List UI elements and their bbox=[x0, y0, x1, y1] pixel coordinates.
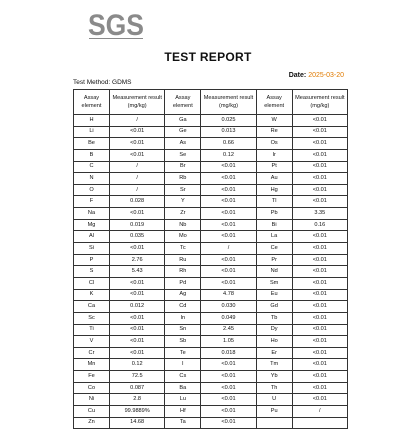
result-cell: <0.01 bbox=[110, 324, 165, 336]
element-cell: Re bbox=[256, 126, 292, 138]
element-cell: Au bbox=[256, 173, 292, 185]
element-cell: Gd bbox=[256, 301, 292, 313]
result-cell: 3.35 bbox=[292, 208, 347, 220]
result-cell: <0.01 bbox=[292, 371, 347, 383]
element-cell: B bbox=[74, 149, 110, 161]
element-cell: Se bbox=[165, 149, 201, 161]
result-cell: / bbox=[110, 161, 165, 173]
result-cell: <0.01 bbox=[292, 126, 347, 138]
element-cell: Sr bbox=[165, 184, 201, 196]
result-cell: <0.01 bbox=[201, 161, 256, 173]
result-cell: 2.76 bbox=[110, 254, 165, 266]
table-row bbox=[74, 406, 348, 418]
result-cell: 0.16 bbox=[292, 219, 347, 231]
element-cell: Ba bbox=[165, 382, 201, 394]
element-cell: Ti bbox=[74, 324, 110, 336]
assay-table-body bbox=[74, 115, 348, 429]
element-cell: P bbox=[74, 254, 110, 266]
element-cell: W bbox=[256, 115, 292, 127]
element-cell: Co bbox=[74, 382, 110, 394]
element-cell: Li bbox=[74, 126, 110, 138]
table-row bbox=[74, 301, 348, 313]
result-cell: <0.01 bbox=[201, 417, 256, 429]
result-cell: <0.01 bbox=[201, 371, 256, 383]
result-cell: <0.01 bbox=[110, 138, 165, 150]
result-cell: 5.43 bbox=[110, 266, 165, 278]
element-cell: Cu bbox=[74, 406, 110, 418]
result-cell: / bbox=[110, 115, 165, 127]
element-cell: Tm bbox=[256, 359, 292, 371]
date-label: Date: bbox=[288, 72, 307, 79]
table-row bbox=[74, 231, 348, 243]
table-row bbox=[74, 312, 348, 324]
element-cell: Cs bbox=[165, 371, 201, 383]
table-header-row bbox=[74, 90, 348, 115]
element-cell: Eu bbox=[256, 289, 292, 301]
element-cell: Cl bbox=[74, 277, 110, 289]
result-cell: 2.45 bbox=[201, 324, 256, 336]
result-cell: <0.01 bbox=[201, 382, 256, 394]
element-cell: Sb bbox=[165, 336, 201, 348]
result-cell: <0.01 bbox=[201, 254, 256, 266]
table-row bbox=[74, 336, 348, 348]
element-cell: Sm bbox=[256, 277, 292, 289]
element-cell: H bbox=[74, 115, 110, 127]
result-cell: <0.01 bbox=[292, 266, 347, 278]
result-cell: <0.01 bbox=[292, 243, 347, 255]
element-cell: K bbox=[74, 289, 110, 301]
element-cell: F bbox=[74, 196, 110, 208]
result-cell: <0.01 bbox=[292, 196, 347, 208]
header-assay-element: Assay element bbox=[165, 90, 201, 115]
table-row bbox=[74, 208, 348, 220]
test-method: Test Method: GDMS bbox=[73, 79, 132, 86]
result-cell: <0.01 bbox=[201, 394, 256, 406]
result-cell: 99.9889% bbox=[110, 406, 165, 418]
result-cell: 0.012 bbox=[110, 301, 165, 313]
result-cell: <0.01 bbox=[292, 347, 347, 359]
element-cell: Ni bbox=[74, 394, 110, 406]
table-row bbox=[74, 149, 348, 161]
element-cell: N bbox=[74, 173, 110, 185]
result-cell: <0.01 bbox=[292, 161, 347, 173]
report-title: TEST REPORT bbox=[164, 50, 252, 64]
element-cell: Be bbox=[74, 138, 110, 150]
element-cell: Ru bbox=[165, 254, 201, 266]
result-cell: 0.049 bbox=[201, 312, 256, 324]
element-cell: Tb bbox=[256, 312, 292, 324]
element-cell: Pd bbox=[165, 277, 201, 289]
element-cell: V bbox=[74, 336, 110, 348]
result-cell: <0.01 bbox=[201, 219, 256, 231]
element-cell: Ag bbox=[165, 289, 201, 301]
table-row bbox=[74, 394, 348, 406]
element-cell: Ir bbox=[256, 149, 292, 161]
header-assay-element: Assay element bbox=[74, 90, 110, 115]
result-cell bbox=[292, 417, 347, 429]
element-cell: Hf bbox=[165, 406, 201, 418]
table-row bbox=[74, 115, 348, 127]
result-cell: 4.78 bbox=[201, 289, 256, 301]
result-cell: <0.01 bbox=[201, 231, 256, 243]
table-row bbox=[74, 277, 348, 289]
result-cell: <0.01 bbox=[292, 324, 347, 336]
result-cell: <0.01 bbox=[110, 347, 165, 359]
result-cell: <0.01 bbox=[110, 126, 165, 138]
result-cell: / bbox=[201, 243, 256, 255]
result-cell: <0.01 bbox=[110, 289, 165, 301]
result-cell: <0.01 bbox=[292, 336, 347, 348]
result-cell: <0.01 bbox=[292, 394, 347, 406]
element-cell: In bbox=[165, 312, 201, 324]
element-cell: Na bbox=[74, 208, 110, 220]
element-cell: Cr bbox=[74, 347, 110, 359]
table-row bbox=[74, 382, 348, 394]
element-cell: Ce bbox=[256, 243, 292, 255]
element-cell: Te bbox=[165, 347, 201, 359]
table-row bbox=[74, 219, 348, 231]
result-cell: / bbox=[110, 173, 165, 185]
result-cell: <0.01 bbox=[292, 149, 347, 161]
table-row bbox=[74, 254, 348, 266]
element-cell: Lu bbox=[165, 394, 201, 406]
element-cell: Ga bbox=[165, 115, 201, 127]
result-cell: <0.01 bbox=[110, 149, 165, 161]
table-row bbox=[74, 184, 348, 196]
element-cell: Al bbox=[74, 231, 110, 243]
element-cell: Ca bbox=[74, 301, 110, 313]
result-cell: <0.01 bbox=[292, 289, 347, 301]
result-cell: <0.01 bbox=[201, 277, 256, 289]
result-cell: <0.01 bbox=[201, 173, 256, 185]
element-cell: Pb bbox=[256, 208, 292, 220]
table-row bbox=[74, 289, 348, 301]
result-cell: <0.01 bbox=[292, 184, 347, 196]
element-cell: Sn bbox=[165, 324, 201, 336]
result-cell: 0.12 bbox=[110, 359, 165, 371]
date-value: 2025-03-20 bbox=[308, 72, 344, 79]
element-cell: Bi bbox=[256, 219, 292, 231]
element-cell: S bbox=[74, 266, 110, 278]
element-cell: Mo bbox=[165, 231, 201, 243]
header-assay-element: Assay element bbox=[256, 90, 292, 115]
table-row bbox=[74, 347, 348, 359]
element-cell: O bbox=[74, 184, 110, 196]
result-cell: <0.01 bbox=[201, 266, 256, 278]
report-date bbox=[289, 72, 344, 79]
result-cell: 0.035 bbox=[110, 231, 165, 243]
header-measurement-result: Measurement result (mg/kg) bbox=[201, 90, 256, 115]
result-cell: <0.01 bbox=[292, 115, 347, 127]
result-cell: 0.030 bbox=[201, 301, 256, 313]
table-row bbox=[74, 126, 348, 138]
result-cell: 0.019 bbox=[110, 219, 165, 231]
result-cell: <0.01 bbox=[292, 173, 347, 185]
result-cell: <0.01 bbox=[292, 254, 347, 266]
result-cell: 0.018 bbox=[201, 347, 256, 359]
result-cell: <0.01 bbox=[201, 208, 256, 220]
table-row bbox=[74, 266, 348, 278]
table-row bbox=[74, 359, 348, 371]
result-cell: / bbox=[292, 406, 347, 418]
table-row bbox=[74, 173, 348, 185]
element-cell: Br bbox=[165, 161, 201, 173]
element-cell: Y bbox=[165, 196, 201, 208]
result-cell: <0.01 bbox=[292, 382, 347, 394]
header-measurement-result: Measurement result (mg/kg) bbox=[110, 90, 165, 115]
element-cell: Si bbox=[74, 243, 110, 255]
result-cell: <0.01 bbox=[110, 336, 165, 348]
result-cell: <0.01 bbox=[201, 406, 256, 418]
element-cell: Pu bbox=[256, 406, 292, 418]
sgs-logo-text: SGS bbox=[88, 9, 144, 42]
result-cell: <0.01 bbox=[110, 243, 165, 255]
result-cell: / bbox=[110, 184, 165, 196]
element-cell: Mg bbox=[74, 219, 110, 231]
result-cell: 0.66 bbox=[201, 138, 256, 150]
result-cell: <0.01 bbox=[292, 359, 347, 371]
element-cell: Ge bbox=[165, 126, 201, 138]
element-cell: C bbox=[74, 161, 110, 173]
table-row bbox=[74, 196, 348, 208]
element-cell: Sc bbox=[74, 312, 110, 324]
result-cell: 14.68 bbox=[110, 417, 165, 429]
element-cell: Tl bbox=[256, 196, 292, 208]
element-cell bbox=[256, 417, 292, 429]
assay-results-table bbox=[73, 89, 348, 429]
element-cell: La bbox=[256, 231, 292, 243]
result-cell: <0.01 bbox=[110, 277, 165, 289]
result-cell: <0.01 bbox=[201, 184, 256, 196]
element-cell: Hg bbox=[256, 184, 292, 196]
element-cell: Mn bbox=[74, 359, 110, 371]
result-cell: 2.8 bbox=[110, 394, 165, 406]
table-row bbox=[74, 161, 348, 173]
element-cell: Zn bbox=[74, 417, 110, 429]
result-cell: 0.025 bbox=[201, 115, 256, 127]
element-cell: U bbox=[256, 394, 292, 406]
element-cell: Yb bbox=[256, 371, 292, 383]
table-row bbox=[74, 417, 348, 429]
result-cell: 72.5 bbox=[110, 371, 165, 383]
sgs-logo bbox=[88, 8, 144, 40]
table-row bbox=[74, 324, 348, 336]
result-cell: <0.01 bbox=[292, 231, 347, 243]
header-measurement-result: Measurement result (mg/kg) bbox=[292, 90, 347, 115]
element-cell: Ta bbox=[165, 417, 201, 429]
element-cell: Pr bbox=[256, 254, 292, 266]
element-cell: Dy bbox=[256, 324, 292, 336]
result-cell: <0.01 bbox=[292, 312, 347, 324]
element-cell: Pt bbox=[256, 161, 292, 173]
result-cell: 0.12 bbox=[201, 149, 256, 161]
element-cell: Nb bbox=[165, 219, 201, 231]
element-cell: Zr bbox=[165, 208, 201, 220]
result-cell: 0.028 bbox=[110, 196, 165, 208]
result-cell: <0.01 bbox=[292, 301, 347, 313]
result-cell: <0.01 bbox=[110, 208, 165, 220]
result-cell: 1.05 bbox=[201, 336, 256, 348]
result-cell: <0.01 bbox=[201, 359, 256, 371]
element-cell: Rh bbox=[165, 266, 201, 278]
element-cell: Nd bbox=[256, 266, 292, 278]
element-cell: Ho bbox=[256, 336, 292, 348]
element-cell: Tc bbox=[165, 243, 201, 255]
result-cell: <0.01 bbox=[292, 138, 347, 150]
element-cell: Er bbox=[256, 347, 292, 359]
element-cell: As bbox=[165, 138, 201, 150]
element-cell: Th bbox=[256, 382, 292, 394]
element-cell: Fe bbox=[74, 371, 110, 383]
table-row bbox=[74, 243, 348, 255]
element-cell: Rb bbox=[165, 173, 201, 185]
result-cell: <0.01 bbox=[201, 196, 256, 208]
table-row bbox=[74, 371, 348, 383]
result-cell: <0.01 bbox=[110, 312, 165, 324]
element-cell: Os bbox=[256, 138, 292, 150]
result-cell: <0.01 bbox=[292, 277, 347, 289]
table-row bbox=[74, 138, 348, 150]
element-cell: I bbox=[165, 359, 201, 371]
result-cell: 0.013 bbox=[201, 126, 256, 138]
result-cell: 0.087 bbox=[110, 382, 165, 394]
element-cell: Cd bbox=[165, 301, 201, 313]
